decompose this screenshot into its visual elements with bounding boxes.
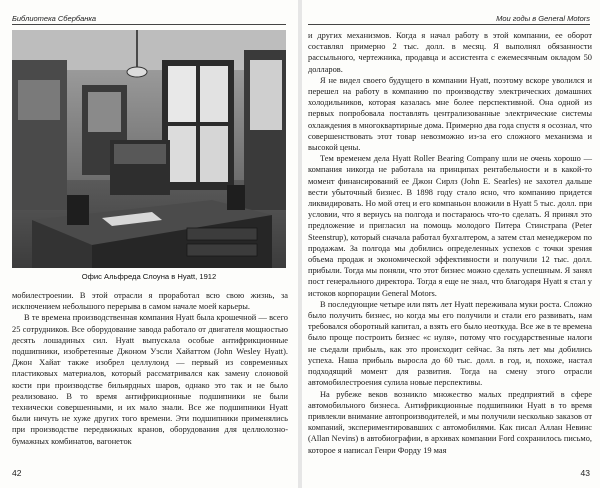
office-photo [12,30,286,268]
running-head-left: Библиотека Сбербанка [12,14,97,23]
paragraph: На рубеже веков возникло множество малых предприятий в сфере автомобильного бизнеса. Антифрикционные подшипники Hyatt в то время привлекли внимание автопроизводителей, и мы получили несколько заказов от компаний, экспериментировавших с автомобилями. Как писал Аллан Невинс (Allan Nevins) в автобиографии, в архивах компании Ford сохранилось письмо, которое я написал Генри Форду 19 мая [308,389,592,455]
left-page [0,0,298,488]
paragraph: Я не видел своего будущего в компании Hyatt, поэтому вскоре уволился и перешел на работу в компанию по производству электрических домашних холодильников, которая казалась мне более перспективной. Она одной из первых попробовала поставлять централизованные электрические системы охлаждения в многоквартирные дома. Примерно два года спустя я осознал, что совершенствовать этот товар невозможно из-за его сложного механизма и высокой цены. [308,75,592,153]
body-text-left [12,290,288,447]
right-page [302,0,600,488]
header-rule-left [12,24,286,25]
header-rule-right [308,24,590,25]
paragraph: Тем временем дела Hyatt Roller Bearing Company шли не очень хорошо — компания никогда не работала на принципах рентабельности и в какой-то момент финансирований ее Джон Сирлз (John E. Searles) не захотел дальше вести убыточный бизнес. В 1898 году стало ясно, что компанию придется ликвидировать. Но мой отец и его компаньон вложили в Hyatt 5 тыс. долл. при условии, что я вернусь на полгода и постараюсь что-то сделать. Я принял это предложение и пригласил на помощь молодого Питера Стинстрапа (Peter Steenstrup), который сначала работал бухгалтером, а затем стал менеджером по продажам. За полгода мы добились определенных успехов с точки зрения объема продаж и экономической эффективности и получили 12 тыс. долл. прибыли. Тогда мы поняли, что этот бизнес можно сделать успешным. Я занял пост генерального директора. Тогда я еще не знал, что благодаря Hyatt я стал у истоков корпорации General Motors. [308,154,592,298]
running-head-right: Мои годы в General Motors [496,14,590,23]
body-text-right [308,30,592,456]
paragraph: мобилестроении. В этой отрасли я проработал всю свою жизнь, за исключением небольшого перерыва в самом начале моей карьеры. [12,291,288,312]
office-photo-illustration [12,30,286,268]
paragraph: В те времена производственная компания Hyatt была крошечной — всего 25 сотрудников. Все оборудование завода работало от двигателя мощностью десять лошадиных сил. Hyatt выпускала особые антифрикционные подшипники, изобретенные Джоном Уэсли Хайаттом (John Wesley Hyatt). Джон Хайат также изобрел целлулоид — первый из современных пластиковых материалов, который рассматривался как замену слоновой кости при производстве бильярдных шаров, однако это так и не было реализовано. В то время антифрикционные подшипники не были технически совершенными, и их мало знали. Все же подшипники Hyatt были ничуть не хуже других того времени. Эти подшипники применялись при производстве передвижных кранов, оборудования для целлюлозно-бумажных комбинатов, вагонеток [12,313,288,446]
page-number-left: 42 [12,468,22,478]
paragraph: В последующие четыре или пять лет Hyatt переживала муки роста. Сложно было получить бизнес, но когда мы его получили и стали его развивать, нам требовался оборотный капитал, а взять его было неоткуда. Все же в те времена было проще построить бизнес «с нуля», потому что государственные налоги не съедали прибыль, как это происходит сейчас. За пять лет мы добились успеха. Наша прибыль выросла до 60 тыс. долл. в год, и, похоже, настал подходящий момент для развития. Тогда на смену этого отрасли автомобилестроения сулила новые перспективы. [308,299,592,388]
paragraph: и других механизмов. Когда я начал работу в этой компании, ее оборот составлял примерно 2 тыс. долл. в месяц. Я выполнял обязанности рассыльного, чертежника, продавца и ассистента с ежемесячным окладом 50 долларов. [308,31,592,74]
page-number-right: 43 [580,468,590,478]
photo-caption: Офис Альфреда Слоуна в Hyatt, 1912 [81,272,217,281]
